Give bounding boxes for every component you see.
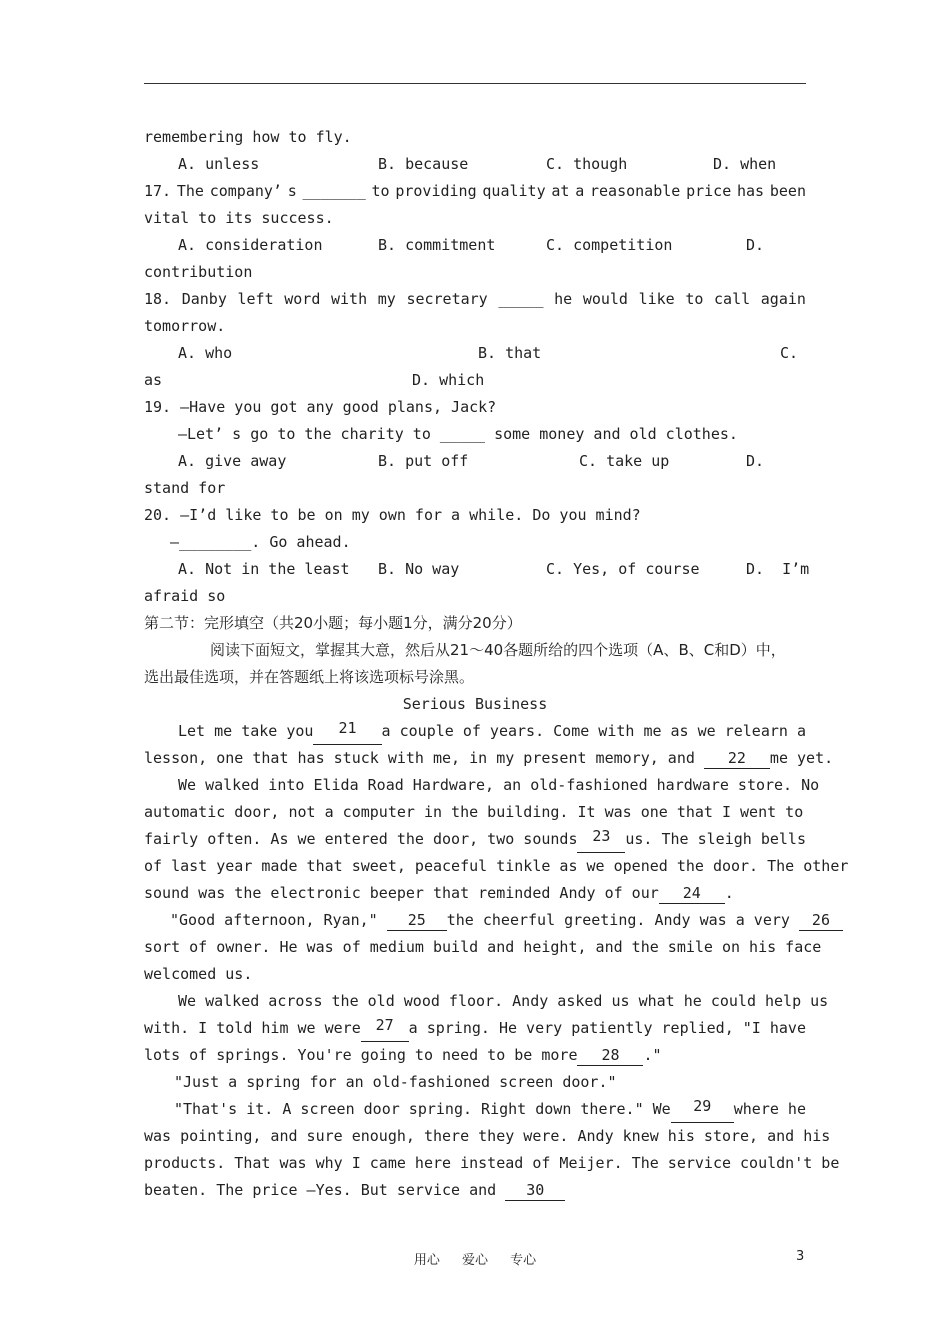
blank-27: 27 <box>361 1015 409 1042</box>
passage-line: "That's it. A screen door spring. Right down there." We 29 where he <box>144 1096 806 1123</box>
passage-line: lesson, one that has stuck with me, in my present memory, and 22 me yet. <box>144 749 834 767</box>
q17-line1: 17. The company’ s _______ to providing quality at a reasonable price has been <box>144 182 806 200</box>
passage-line: "Just a spring for an old-fashioned screen door." <box>174 1073 617 1091</box>
q18-line2: tomorrow. <box>144 317 226 335</box>
q20-line1: 20. —I’d like to be on my own for a while. Do you mind? <box>144 506 641 524</box>
passage-line: products. That was why I came here instead of Meijer. The service couldn't be <box>144 1154 840 1172</box>
footer-motto: 用心 爱心 专心 <box>413 1253 537 1268</box>
q16-option-b: B. because <box>378 155 469 173</box>
q18-option-b: B. that <box>478 344 542 362</box>
q20-option-c: C. Yes, of course <box>546 560 700 578</box>
header-rule <box>144 83 806 84</box>
blank-22: 22 <box>704 748 770 769</box>
q18-option-d: D. which <box>412 371 485 389</box>
q16-tail: remembering how to fly. <box>144 128 352 146</box>
blank-29: 29 <box>671 1096 734 1123</box>
passage-line: was pointing, and sure enough, there they were. Andy knew his store, and his <box>144 1127 831 1145</box>
q19-option-wrap: stand for <box>144 479 226 497</box>
passage-line: of last year made that sweet, peaceful tinkle as we opened the door. The other <box>144 857 849 875</box>
blank-26: 26 <box>799 910 843 931</box>
q18-options-wrap <box>144 367 806 394</box>
passage-line: fairly often. As we entered the door, two sounds 23 us. The sleigh bells <box>144 826 806 853</box>
blank-25: 25 <box>387 910 447 931</box>
q17-option-a: A. consideration <box>178 236 323 254</box>
q19-options <box>144 448 806 475</box>
q17-options <box>144 232 806 259</box>
q18-option-a: A. who <box>178 344 233 362</box>
passage-line: "Good afternoon, Ryan," 25 the cheerful greeting. Andy was a very 26 <box>144 907 806 934</box>
passage-line: Let me take you 21 a couple of years. Come with me as we relearn a <box>144 718 806 745</box>
passage-line: We walked across the old wood floor. Andy asked us what he could help us <box>178 992 829 1010</box>
passage-line: with. I told him we were 27 a spring. He very patiently replied, "I have <box>144 1015 806 1042</box>
q17-option-wrap: contribution <box>144 263 253 281</box>
passage-line: welcomed us. <box>144 965 253 983</box>
q18-option-c-wrap: as <box>144 371 163 389</box>
q20-line2: —________. Go ahead. <box>170 533 351 551</box>
q20-option-b: B. No way <box>378 560 460 578</box>
q19-line2: —Let’ s go to the charity to _____ some money and old clothes. <box>178 425 738 443</box>
q20-option-d: D. I’m <box>746 560 810 578</box>
q16-options <box>144 151 806 178</box>
blank-30: 30 <box>505 1180 565 1201</box>
q17-option-c: C. competition <box>546 236 673 254</box>
section2-instructions-line1: 阅读下面短文，掌握其大意，然后从21～40各题所给的四个选项（A、B、C和D）中， <box>210 641 786 659</box>
q17-line2: vital to its success. <box>144 209 334 227</box>
q19-option-b: B. put off <box>378 452 469 470</box>
passage-line: automatic door, not a computer in the building. It was one that I went to <box>144 803 804 821</box>
blank-23: 23 <box>577 826 625 853</box>
q20-options <box>144 556 810 583</box>
q19-line1: 19. —Have you got any good plans, Jack? <box>144 398 497 416</box>
q16-option-a: A. unless <box>178 155 260 173</box>
passage-line: We walked into Elida Road Hardware, an old-fashioned hardware store. No <box>178 776 820 794</box>
page-footer <box>0 1246 950 1270</box>
q18-option-c: C. <box>780 344 799 362</box>
q20-option-a: A. Not in the least <box>178 560 350 578</box>
q18-line1: 18. Danby left word with my secretary _____ he would like to call again <box>144 290 806 308</box>
passage-line: beaten. The price —Yes. But service and 30 <box>144 1177 806 1204</box>
q20-option-wrap: afraid so <box>144 587 226 605</box>
q17-option-b: B. commitment <box>378 236 496 254</box>
blank-24: 24 <box>659 883 725 904</box>
q19-option-a: A. give away <box>178 452 287 470</box>
page-number: 3 <box>796 1249 805 1264</box>
passage-title: Serious Business <box>402 695 548 713</box>
q19-option-c: C. take up <box>579 452 670 470</box>
q19-option-d: D. <box>746 452 765 470</box>
q16-option-d: D. when <box>713 155 777 173</box>
q18-options <box>144 340 806 367</box>
section2-heading: 第二节：完形填空（共20小题；每小题1分，满分20分） <box>144 614 522 632</box>
page-content <box>144 124 849 1204</box>
section2-instructions-line2: 选出最佳选项，并在答题纸上将该选项标号涂黑。 <box>144 668 475 686</box>
q17-option-d: D. <box>746 236 765 254</box>
passage-line: sound was the electronic beeper that reminded Andy of our 24 . <box>144 884 734 902</box>
blank-21: 21 <box>313 718 381 745</box>
q16-option-c: C. though <box>546 155 628 173</box>
blank-28: 28 <box>577 1045 643 1066</box>
passage-line: sort of owner. He was of medium build and height, and the smile on his face <box>144 938 822 956</box>
passage-line: lots of springs. You're going to need to be more 28 ." <box>144 1046 662 1064</box>
